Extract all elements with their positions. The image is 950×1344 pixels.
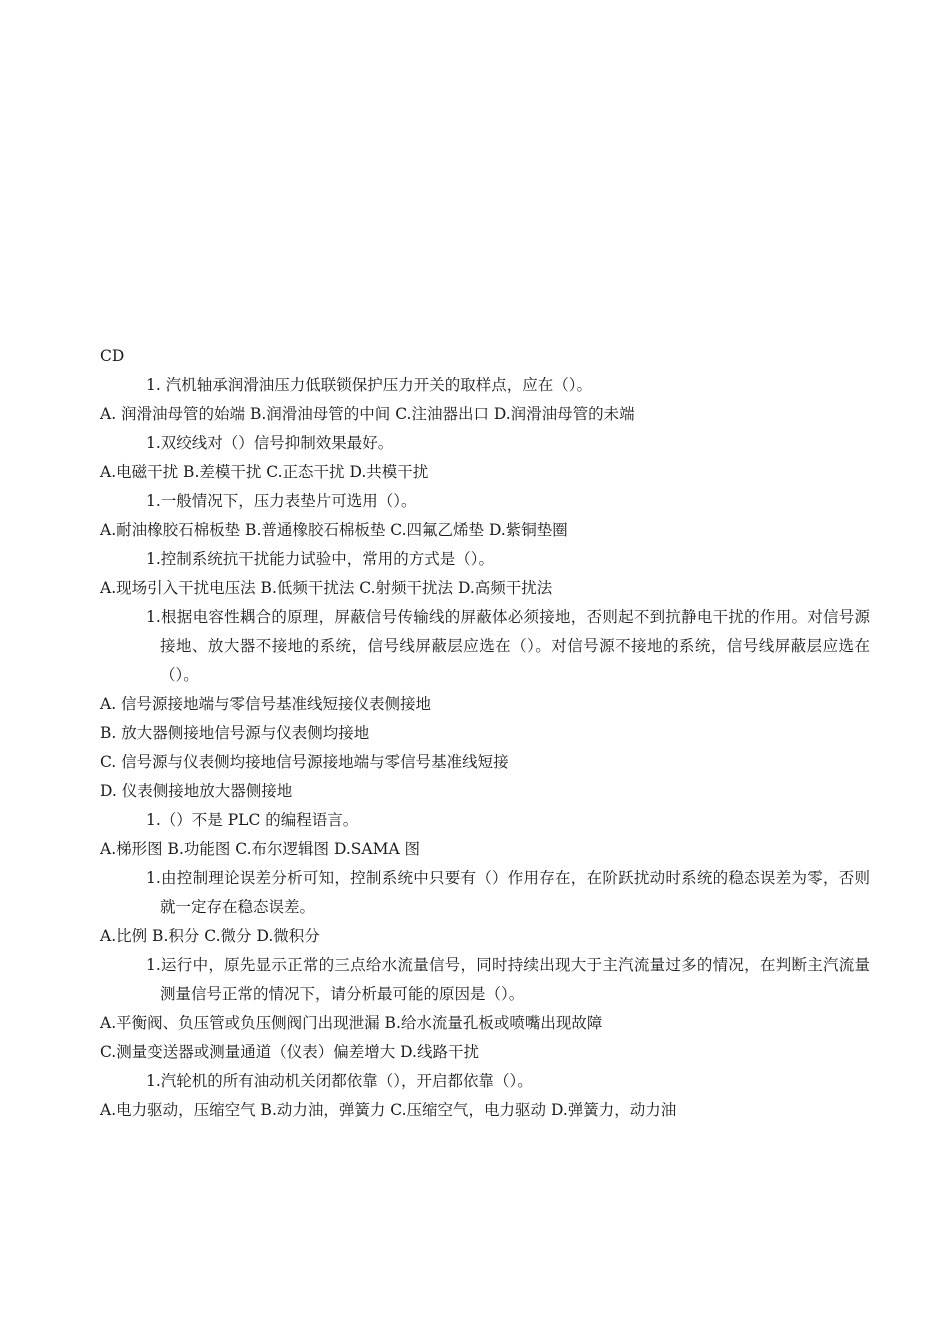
answer-options: A. 信号源接地端与零信号基准线短接仪表侧接地 — [100, 695, 432, 713]
question-text: 1.由控制理论误差分析可知，控制系统中只要有（）作用存在，在阶跃扰动时系统的稳态误差为零，否则就一定存在稳态误差。 — [146, 869, 870, 916]
question-text: 1.控制系统抗干扰能力试验中，常用的方式是（）。 — [146, 550, 495, 568]
answer-options: A.梯形图 B.功能图 C.布尔逻辑图 D.SAMA 图 — [100, 840, 421, 858]
answer-options: A.电磁干扰 B.差模干扰 C.正态干扰 D.共模干扰 — [100, 463, 429, 481]
question-text: 1.运行中，原先显示正常的三点给水流量信号，同时持续出现大于主汽流量过多的情况，在判断主汽流量测量信号正常的情况下，请分析最可能的原因是（）。 — [146, 956, 870, 1003]
answer-options: D. 仪表侧接地放大器侧接地 — [100, 782, 293, 800]
question-text: 1. 汽机轴承润滑油压力低联锁保护压力开关的取样点，应在（）。 — [146, 376, 592, 394]
question-text: 1.双绞线对（）信号抑制效果最好。 — [146, 434, 394, 452]
answer-header: CD — [100, 347, 125, 365]
answer-options: A. 润滑油母管的始端 B.润滑油母管的中间 C.注油器出口 D.润滑油母管的未端 — [100, 405, 635, 423]
answer-options: B. 放大器侧接地信号源与仪表侧均接地 — [100, 724, 370, 742]
answer-options: A.电力驱动，压缩空气 B.动力油，弹簧力 C.压缩空气，电力驱动 D.弹簧力，动力油 — [100, 1101, 677, 1119]
document-content — [100, 342, 870, 1125]
answer-options: A.现场引入干扰电压法 B.低频干扰法 C.射频干扰法 D.高频干扰法 — [100, 579, 553, 597]
answer-options: A.平衡阀、负压管或负压侧阀门出现泄漏 B.给水流量孔板或喷嘴出现故障 — [100, 1014, 603, 1032]
answer-options: A.比例 B.积分 C.微分 D.微积分 — [100, 927, 320, 945]
question-list — [100, 371, 870, 1125]
answer-options: C.测量变送器或测量通道（仪表）偏差增大 D.线路干扰 — [100, 1043, 479, 1061]
answer-options: A.耐油橡胶石棉板垫 B.普通橡胶石棉板垫 C.四氟乙烯垫 D.紫铜垫圈 — [100, 521, 568, 539]
question-text: 1.根据电容性耦合的原理，屏蔽信号传输线的屏蔽体必须接地，否则起不到抗静电干扰的作用。对信号源接地、放大器不接地的系统，信号线屏蔽层应选在（）。对信号源不接地的系统，信号线屏蔽层应选在（）。 — [146, 608, 870, 684]
answer-options: C. 信号源与仪表侧均接地信号源接地端与零信号基准线短接 — [100, 753, 509, 771]
question-text: 1.一般情况下，压力表垫片可选用（）。 — [146, 492, 417, 510]
question-text: 1.（）不是 PLC 的编程语言。 — [146, 811, 359, 829]
question-text: 1.汽轮机的所有油动机关闭都依靠（），开启都依靠（）。 — [146, 1072, 533, 1090]
